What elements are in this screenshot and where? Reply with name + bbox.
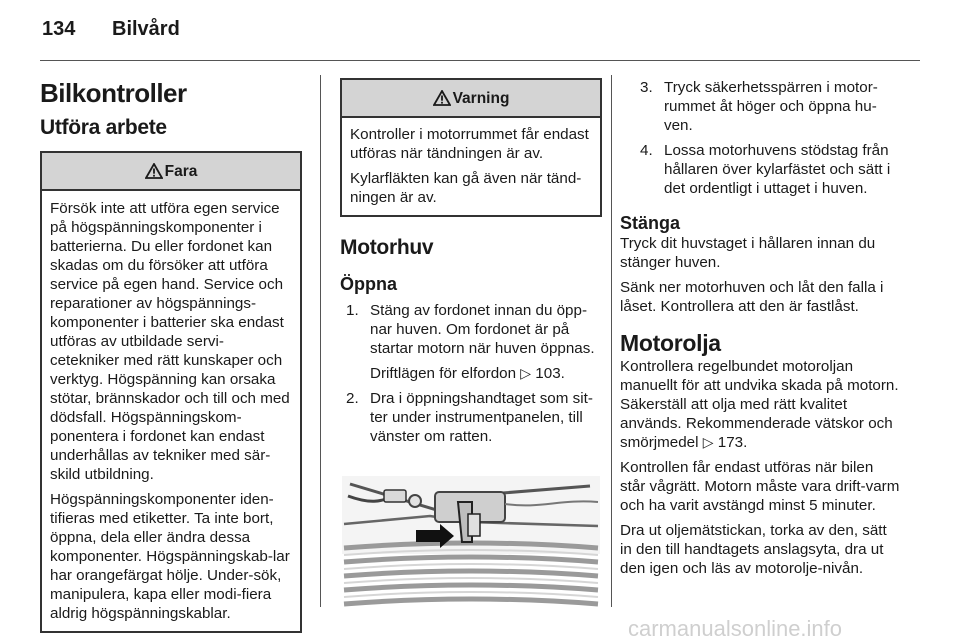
section-title: Bilvård: [112, 18, 180, 40]
open-steps-list: [340, 301, 602, 446]
heading-motorolja: Motorolja: [620, 330, 721, 356]
page-ref-icon: ▷: [520, 365, 532, 381]
warning-paragraph-1: Kontroller i motorrummet får endast utföras när tändningen är av.: [350, 126, 589, 162]
danger-box-header: [42, 153, 300, 191]
page-title: Bilkontroller: [40, 78, 187, 108]
warning-box: [340, 78, 602, 217]
step-number: 2.: [346, 390, 359, 407]
subheading-stanga: Stänga: [620, 213, 681, 233]
warning-triangle-icon: [433, 90, 451, 106]
oil-paragraph-3: Dra ut oljemätstickan, torka av den, sätt in den till handtagets anslagsyta, dra ut den igen och läs av motorolje-nivån.: [620, 522, 887, 577]
list-item: [346, 301, 602, 383]
column-divider-left: [320, 75, 321, 607]
column-divider-right: [611, 75, 612, 607]
page-reference[interactable]: 103.: [535, 365, 565, 382]
step-text: Lossa motorhuvens stödstag från hållaren över kylarfästet och sätt i det ordentligt i uttaget i huven.: [664, 142, 891, 197]
danger-paragraph-1: Försök inte att utföra egen service på högspänningskomponenter i batterierna. Du eller fordonet kan skadas om du försöker att utföra service på egen hand. Service och reparationer av högspännings-komponenter i batterier ska endast utföras av utbildade servi-cetekniker med rätt kunskaper och verktyg. Högspänning kan orsaka stötar, brännskador och till och med dödsfall. Högspänningskom-ponentera i fordonet kan endast underhållas av tekniker med sär-skild utbildning.: [50, 200, 290, 483]
warning-paragraph-2: Kylarfläkten kan gå även när tänd-ningen är av.: [350, 170, 582, 206]
list-item: [346, 389, 602, 446]
hood-latch-illustration: [340, 474, 602, 609]
subheading-oppna: Öppna: [340, 274, 397, 294]
oil-paragraph-1-text: Kontrollera regelbundet motoroljan manuellt för att undvika skada på motorn. Säkerställ att olja med rätt kvalitet används. Rekommenderade vätskor och smörjmedel: [620, 358, 899, 451]
warning-triangle-icon: [145, 163, 163, 179]
list-item: [640, 78, 902, 135]
step-subtext-label: Driftlägen för elfordon: [370, 365, 517, 382]
open-steps-list-continued: [620, 78, 902, 198]
heading-motorhuv: Motorhuv: [340, 236, 434, 259]
page-reference[interactable]: 173.: [717, 434, 748, 451]
column-1: [40, 78, 302, 633]
oil-paragraph-1: [620, 357, 902, 452]
step-text: Tryck säkerhetsspärren i motor-rummet åt höger och öppna hu-ven.: [664, 79, 878, 134]
header-divider: [40, 60, 920, 61]
danger-paragraph-2: Högspänningskomponenter iden-tifieras med etiketter. Ta inte bort, öppna, dela eller ändra dessa komponenter. Högspänningskab-lar har orangefärgat hölje. Under-sök, manipulera, kapa eller modi-fiera aldrig högspänningskablar.: [50, 491, 290, 622]
step-number: 3.: [640, 79, 653, 96]
watermark: carmanualsonline.info: [628, 616, 843, 641]
warning-box-header: [342, 80, 600, 118]
step-text: Stäng av fordonet innan du öpp-nar huven. Om fordonet är på startar motorn när huven öppnas.: [370, 302, 595, 357]
list-item: [640, 141, 902, 198]
page-ref-icon: ▷: [702, 434, 714, 450]
close-paragraph-1: Tryck dit huvstaget i hållaren innan du stänger huven.: [620, 235, 876, 271]
column-2: [340, 78, 602, 614]
danger-label: Fara: [164, 162, 198, 180]
section-subtitle: Utföra arbete: [40, 116, 167, 139]
step-text: Dra i öppningshandtaget som sit-ter under instrumentpanelen, till vänster om ratten.: [370, 390, 593, 445]
step-number: 1.: [346, 302, 359, 319]
oil-paragraph-2: Kontrollen får endast utföras när bilen står vågrätt. Motorn måste vara drift-varm och ha varit avstängd minst 5 minuter.: [620, 459, 900, 514]
danger-box: [40, 151, 302, 633]
step-subtext: [370, 364, 602, 383]
warning-label: Varning: [452, 89, 510, 107]
page-header: [42, 18, 180, 41]
step-number: 4.: [640, 142, 653, 159]
page-number: 134: [42, 18, 76, 40]
column-3: [620, 78, 902, 578]
close-paragraph-2: Sänk ner motorhuven och låt den falla i låset. Kontrollera att den är fastlåst.: [620, 279, 884, 315]
